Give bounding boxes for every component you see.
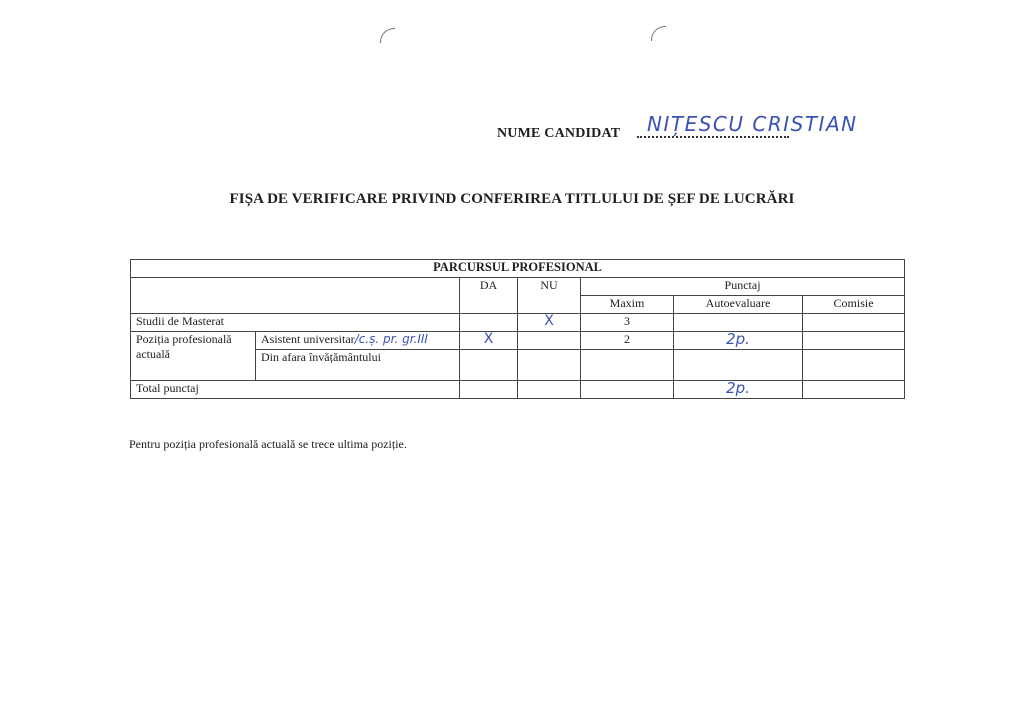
- candidate-label: NUME CANDIDAT: [497, 126, 621, 141]
- row-pozitia-sub2-maxim: [581, 350, 674, 381]
- col-nu: NU: [518, 278, 581, 314]
- row-pozitia-sub1-comisie: [803, 332, 905, 350]
- col-autoevaluare: Autoevaluare: [674, 296, 803, 314]
- table-row: [131, 332, 905, 350]
- row-pozitia-sub1-autoevaluare: 2p.: [674, 332, 803, 350]
- row-master-label: Studii de Masterat: [131, 314, 460, 332]
- row-pozitia-sub1: [256, 332, 460, 350]
- candidate-line: [497, 112, 917, 152]
- row-pozitia-label: Poziția profesională actuală: [131, 332, 256, 381]
- row-master-da: [460, 314, 518, 332]
- col-da: DA: [460, 278, 518, 314]
- col-punctaj: Punctaj: [581, 278, 905, 296]
- sub1-handwritten: /c.ș. pr. gr.III: [354, 332, 428, 346]
- row-pozitia-sub2-autoevaluare: [674, 350, 803, 381]
- section-title: PARCURSUL PROFESIONAL: [131, 260, 905, 278]
- punch-hole-left: [380, 28, 395, 43]
- row-total-nu: [518, 381, 581, 399]
- row-total-autoevaluare: 2p.: [674, 381, 803, 399]
- row-total-label: Total punctaj: [131, 381, 460, 399]
- sub1-label: Asistent universitar: [261, 332, 355, 346]
- document-title: FIȘA DE VERIFICARE PRIVIND CONFERIREA TITLULUI DE ȘEF DE LUCRĂRI: [229, 191, 795, 207]
- row-total-da: [460, 381, 518, 399]
- professional-record-table: [130, 259, 905, 399]
- candidate-name: NIȚESCU CRISTIAN: [647, 112, 858, 136]
- col-maxim: Maxim: [581, 296, 674, 314]
- row-pozitia-sub1-maxim: 2: [581, 332, 674, 350]
- row-master-nu: X: [518, 314, 581, 332]
- row-master-autoevaluare: [674, 314, 803, 332]
- row-pozitia-sub1-da: X: [460, 332, 518, 350]
- row-pozitia-sub2: Din afara învățământului: [256, 350, 460, 381]
- row-master-maxim: 3: [581, 314, 674, 332]
- col-comisie: Comisie: [803, 296, 905, 314]
- row-pozitia-sub2-da: [460, 350, 518, 381]
- row-pozitia-sub2-nu: [518, 350, 581, 381]
- table-row: [131, 314, 905, 332]
- row-total-maxim: [581, 381, 674, 399]
- row-pozitia-sub1-nu: [518, 332, 581, 350]
- punch-hole-right: [651, 26, 666, 41]
- row-total-comisie: [803, 381, 905, 399]
- row-master-comisie: [803, 314, 905, 332]
- footnote: Pentru poziția profesională actuală se trece ultima poziție.: [129, 437, 407, 451]
- table-row: [131, 381, 905, 399]
- header-blank: [131, 278, 460, 314]
- row-pozitia-sub2-comisie: [803, 350, 905, 381]
